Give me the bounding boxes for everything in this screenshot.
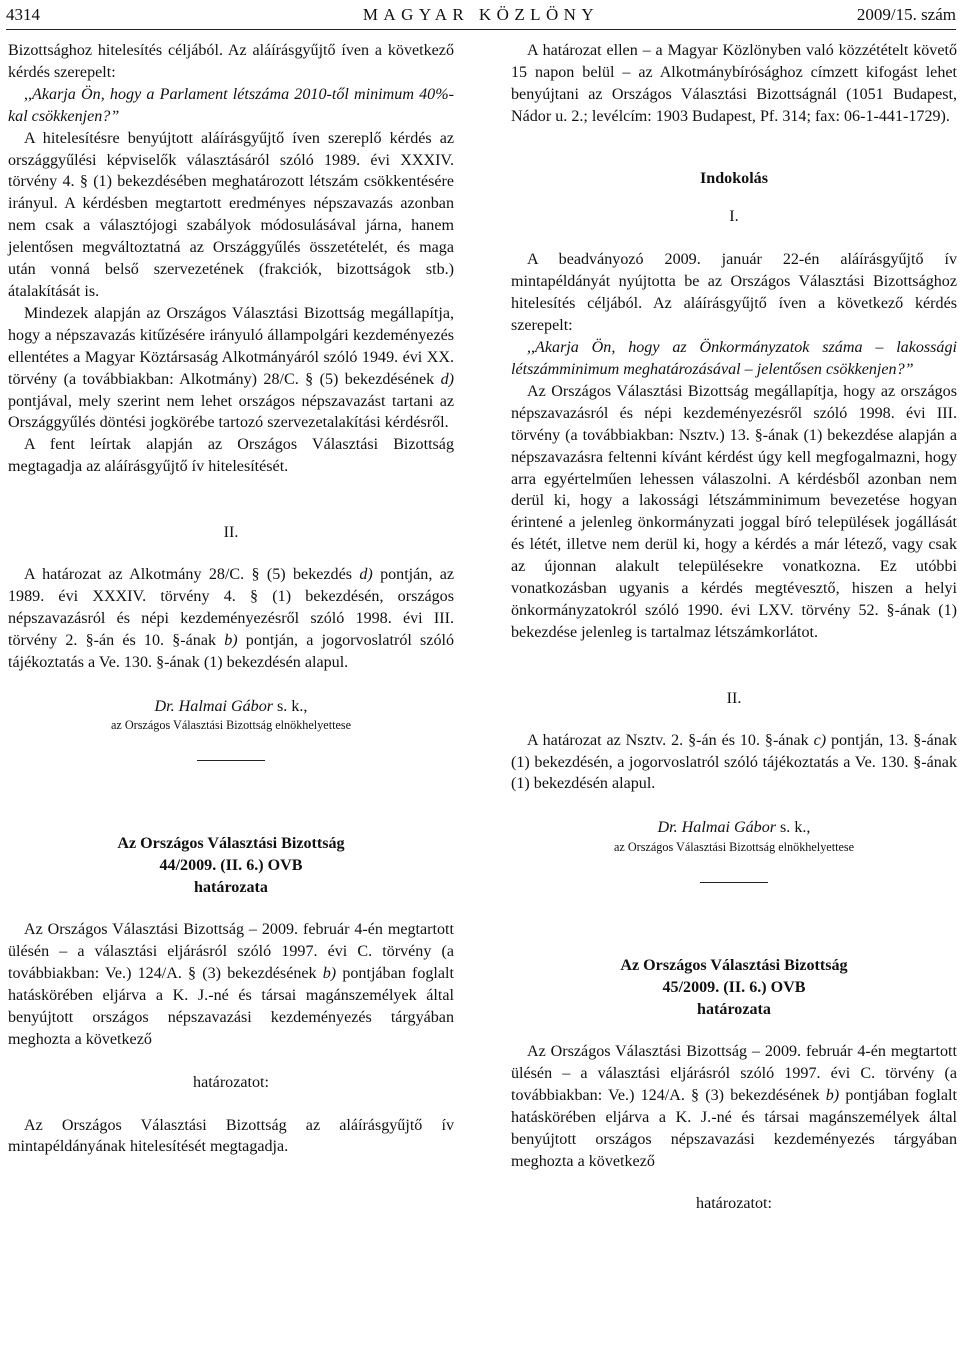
reasoning-heading: Indokolás xyxy=(700,169,768,187)
paragraph: Az Országos Választási Bizottság – 2009. február 4-én megtartott ülésén – a választási eljárásról szóló 1997. évi C. törvény (a továbbiakban: Ve.) 124/A. § (3) bekezdésének b) pontjában foglalt hatáskörében eljárva a K. J.-né és társai magánszemélyek által benyújtott országos népszavazási kezdeményezés tárgyában meghozta a következő xyxy=(8,921,454,1048)
resolution-label: határozata xyxy=(697,1001,771,1019)
resolution-label: határozata xyxy=(194,879,268,897)
paragraph: A beadványozó 2009. január 22-én aláírásgyűjtő ív mintapéldányát nyújtotta be az Országos Választási Bizottsághoz hitelesítés céljából. Az aláírásgyűjtő íven a következő kérdés szerepelt: xyxy=(511,251,957,335)
paragraph: A hitelesítésre benyújtott aláírásgyűjtő íven szereplő kérdés az országgyűlési képviselők választásáról szóló 1989. évi XXXIV. törvény 4. § (1) bekezdésében meghatározott létszám csökkentésére irányul. A kérdésben megtartott eredményes népszavazás azonban nem csak a választójogi szabályok módosulásával járna, hanem jelentősen megváltoztatná az Országgyűlés összetételét, és maga után vonná belső szervezetének (frakciók, bizottságok stb.) átalakítását is. xyxy=(8,129,454,300)
resolution-number: 44/2009. (II. 6.) OVB xyxy=(159,857,303,875)
section-heading: I. xyxy=(729,207,739,225)
paragraph: A határozat ellen – a Magyar Közlönyben való közzétételt követő 15 napon belül – az Alkotmánybírósághoz címzett kifogást lehet benyújtani az Országos Választási Bizottságnál (1051 Budapest, Nádor u. 2.; levélcím: 1903 Budapest, Pf. 314; fax: 06-1-441-1729). xyxy=(511,42,957,125)
page-number: 4314 xyxy=(6,5,40,24)
separator-rule xyxy=(197,760,265,761)
issue-number: 2009/15. szám xyxy=(856,5,956,24)
signature-role: az Országos Választási Bizottság elnökhelyettese xyxy=(110,718,352,733)
section-heading: II. xyxy=(726,689,742,707)
paragraph: Mindezek alapján az Országos Választási Bizottság megállapítja, hogy a népszavazás kitűzésére irányuló állampolgári kezdeményezés ellentétes a Magyar Köztársaság Alkotmányáról szóló 1949. évi XX. törvény (a továbbiakban: Alkotmány) 28/C. § (5) bekezdésének d) pontjával, mely szerint nem lehet országos népszavazást tartani az Országgyűlés döntési jogkörébe tartozó szervezetalakítási kérdésről. xyxy=(8,304,454,432)
quoted-question: ,,Akarja Ön, hogy a Parlament létszáma 2010-től minimum 40%-kal csökkenjen?” xyxy=(8,85,454,125)
resolution-title: Az Országos Választási Bizottság xyxy=(620,957,848,975)
signature-role: az Országos Választási Bizottság elnökhelyettese xyxy=(613,840,855,855)
resolution-title: Az Országos Választási Bizottság xyxy=(117,835,345,853)
decision-heading: határozatot: xyxy=(696,1195,772,1213)
decision-heading: határozatot: xyxy=(193,1073,269,1091)
signature-name: Dr. Halmai Gábor s. k., xyxy=(154,697,308,715)
paragraph: A határozat az Alkotmány 28/C. § (5) bekezdés d) pontján, az 1989. évi XXXIV. törvény 4. § (1) bekezdésén, országos népszavazásról és népi kezdeményezésről szóló 1998. évi III. törvény 2. §-án és 10. §-ának b) pontján, a jogorvoslatról szóló tájékoztatás a Ve. 130. §-ának (1) bekezdésén alapul. xyxy=(8,566,455,671)
resolution-number: 45/2009. (II. 6.) OVB xyxy=(662,979,806,997)
paragraph: Az Országos Választási Bizottság az aláírásgyűjtő ív mintapéldányának hitelesítését megtagadja. xyxy=(8,1116,454,1156)
journal-title: MAGYAR KÖZLÖNY xyxy=(362,5,600,24)
paragraph: Az Országos Választási Bizottság – 2009. február 4-én megtartott ülésén – a választási eljárásról szóló 1997. évi C. törvény (a továbbiakban: Ve.) 124/A. § (3) bekezdésének b) pontjában foglalt hatáskörében eljárva a K. J.-né és társai magánszemélyek által benyújtott országos népszavazási kezdeményezés tárgyában meghozta a következő xyxy=(511,1043,957,1170)
left-column xyxy=(8,40,454,1158)
paragraph: A fent leírtak alapján az Országos Választási Bizottság megtagadja az aláírásgyűjtő ív hitelesítését. xyxy=(8,436,454,476)
paragraph: A határozat az Nsztv. 2. §-án és 10. §-ának c) pontján, 13. §-ának (1) bekezdésén, a jogorvoslatról szóló tájékoztatás a Ve. 130. §-ának (1) bekezdésén alapul. xyxy=(511,731,957,793)
separator-rule xyxy=(700,882,768,883)
paragraph: Az Országos Választási Bizottság megállapítja, hogy az országos népszavazásról és népi kezdeményezésről szóló 1998. évi III. törvény (a továbbiakban: Nsztv.) 13. §-ának (1) bekezdése alapján a népszavazásra feltenni kívánt kérdést úgy kell megfogalmazni, hogy arra egyértelműen lehessen válaszolni. A kérdésből azonban nem derül ki, hogy a lakossági létszámminimum bevezetése hogyan érintené a jelenleg önkormányzati joggal bíró települések jogállását és létét, illetve nem derül ki, hogy a kérdés a már létező, vagy csak az újonnan alakult településekre vonatkozna. Ez utóbbi vonatkozásban ugyanis a kérdés megtévesztő, hiszen a helyi önkormányzatokról szóló 1990. évi LXV. törvény 52. §-ának (1) bekezdése jelenleg is tartalmaz létszámkorlátot. xyxy=(511,382,957,641)
quoted-question: ,,Akarja Ön, hogy az Önkormányzatok száma – lakossági létszámminimum meghatározásával – jelentősen csökkenjen?” xyxy=(511,339,957,378)
right-column xyxy=(511,40,957,1215)
header-rule xyxy=(6,29,956,30)
signature-name: Dr. Halmai Gábor s. k., xyxy=(657,819,811,837)
page-header xyxy=(6,2,956,28)
paragraph: Bizottsághoz hitelesítés céljából. Az aláírásgyűjtő íven a következő kérdés szerepelt: xyxy=(8,42,454,81)
section-heading: II. xyxy=(223,524,239,542)
